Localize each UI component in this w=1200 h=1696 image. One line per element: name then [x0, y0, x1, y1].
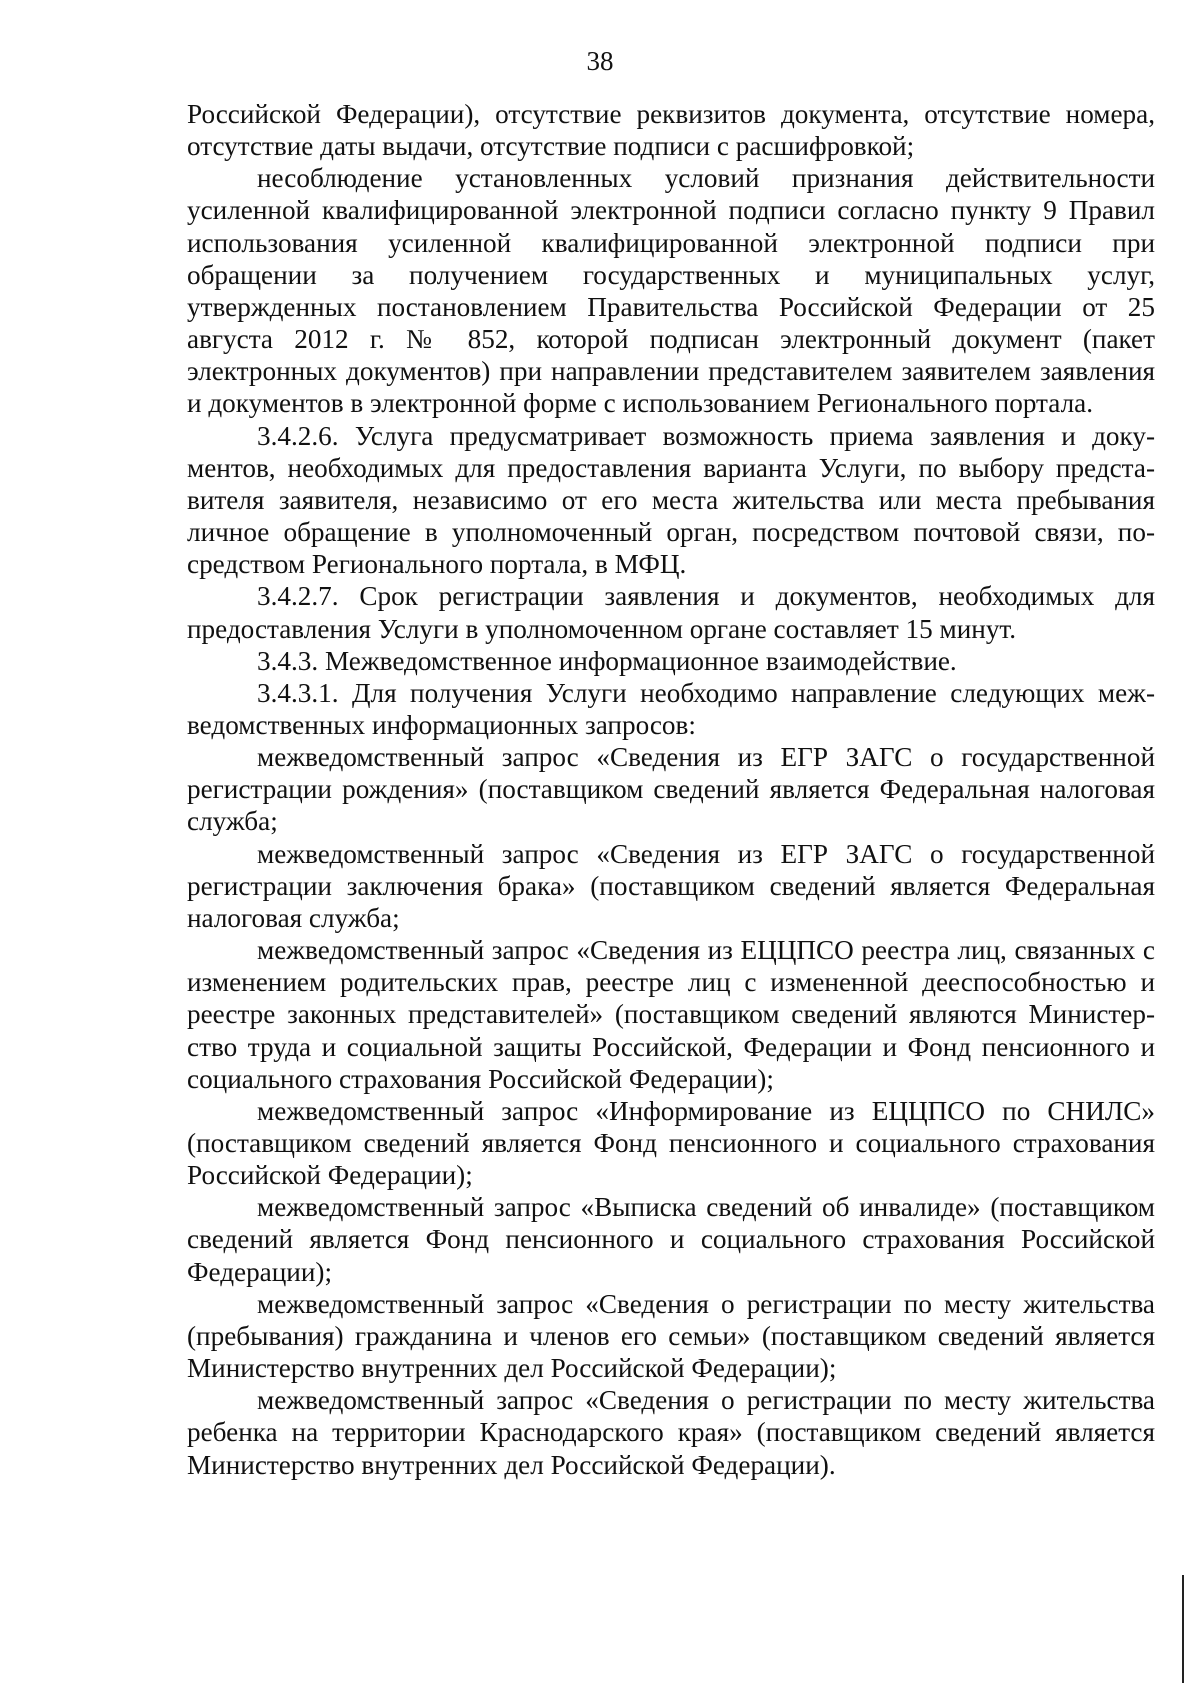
paragraph-3-4-3: 3.4.3. Межведомственное информационное взаимодействие. — [257, 645, 957, 676]
request-item-marriage-registration: межведомственный запрос «Сведения из ЕГР ЗАГС о государственной регистрации заключения брака» (поставщиком сведений является Федеральная налоговая служба; — [187, 838, 1155, 933]
paragraph-3-4-2-6: 3.4.2.6. Услуга предусматривает возможность приема заявления и документов, необходимых для предоставления варианта Услуги, по выбору представителя заявителя, независимо от его места жительства или места пребывания личное обращение в уполномоченный орган, посредством почтовой связи, посредством Регионального портала, в МФЦ. — [187, 420, 1155, 580]
paragraph-continuation: Российской Федерации), отсутствие реквизитов документа, отсутствие номера, отсутствие даты выдачи, отсутствие подписи с расшифровкой; — [187, 99, 1155, 162]
request-item-disability-extract: межведомственный запрос «Выписка сведений об инвалиде» (поставщиком сведений является Фонд пенсионного и социального страхования Российской Федерации); — [187, 1192, 1155, 1287]
paragraph-3-4-3-1: 3.4.3.1. Для получения Услуги необходимо направление следующих межведомственных информационных запросов: — [187, 677, 1155, 740]
page-number: 38 — [586, 46, 614, 76]
request-item-parental-rights-registry: межведомственный запрос «Сведения из ЕЦЦПСО реестра лиц, связанных с изменением родительских прав, реестре лиц с измененной дееспособностью и реестре законных представителей» (поставщиком сведений являются Министерство труда и социальной защиты Российской, Федерации и Фонд пенсионного и социального страхования Российской Федерации); — [187, 935, 1155, 1094]
request-item-birth-registration: межведомственный запрос «Сведения из ЕГР ЗАГС о государственной регистрации рождения» (поставщиком сведений является Федеральная налоговая служба; — [187, 742, 1155, 837]
request-item-citizen-residence: межведомственный запрос «Сведения о регистрации по месту жительства (пребывания) гражданина и членов его семьи» (поставщиком сведений является Министерство внутренних дел Российской Федерации); — [187, 1288, 1155, 1384]
paragraph-signature-validity: несоблюдение установленных условий признания действительности усиленной квалифицированной электронной подписи согласно пункту 9 Правил использования усиленной квалифицированной электронной подписи при обращении за получением государственных и муниципальных услуг, утвержденных постановлением Правительства Российской Федерации от 25 августа 2012 г. № 852, которой подписан электронный документ (пакет электронных документов) при направлении представителем заявителем заявления и документов в электронной форме с использованием Регионального портала. — [187, 163, 1155, 419]
document-body — [187, 98, 1155, 1481]
request-item-snils: межведомственный запрос «Информирование из ЕЦЦПСО по СНИЛС» (поставщиком сведений является Фонд пенсионного и социального страхования Российской Федерации); — [187, 1095, 1155, 1191]
request-item-child-residence: межведомственный запрос «Сведения о регистрации по месту жительства ребенка на территории Краснодарского края» (поставщиком сведений является Министерство внутренних дел Российской Федерации). — [187, 1385, 1155, 1480]
scan-edge-mark — [1182, 1575, 1184, 1683]
paragraph-3-4-2-7: 3.4.2.7. Срок регистрации заявления и документов, необходимых для предоставления Услуги в уполномоченном органе составляет 15 минут. — [187, 581, 1155, 644]
